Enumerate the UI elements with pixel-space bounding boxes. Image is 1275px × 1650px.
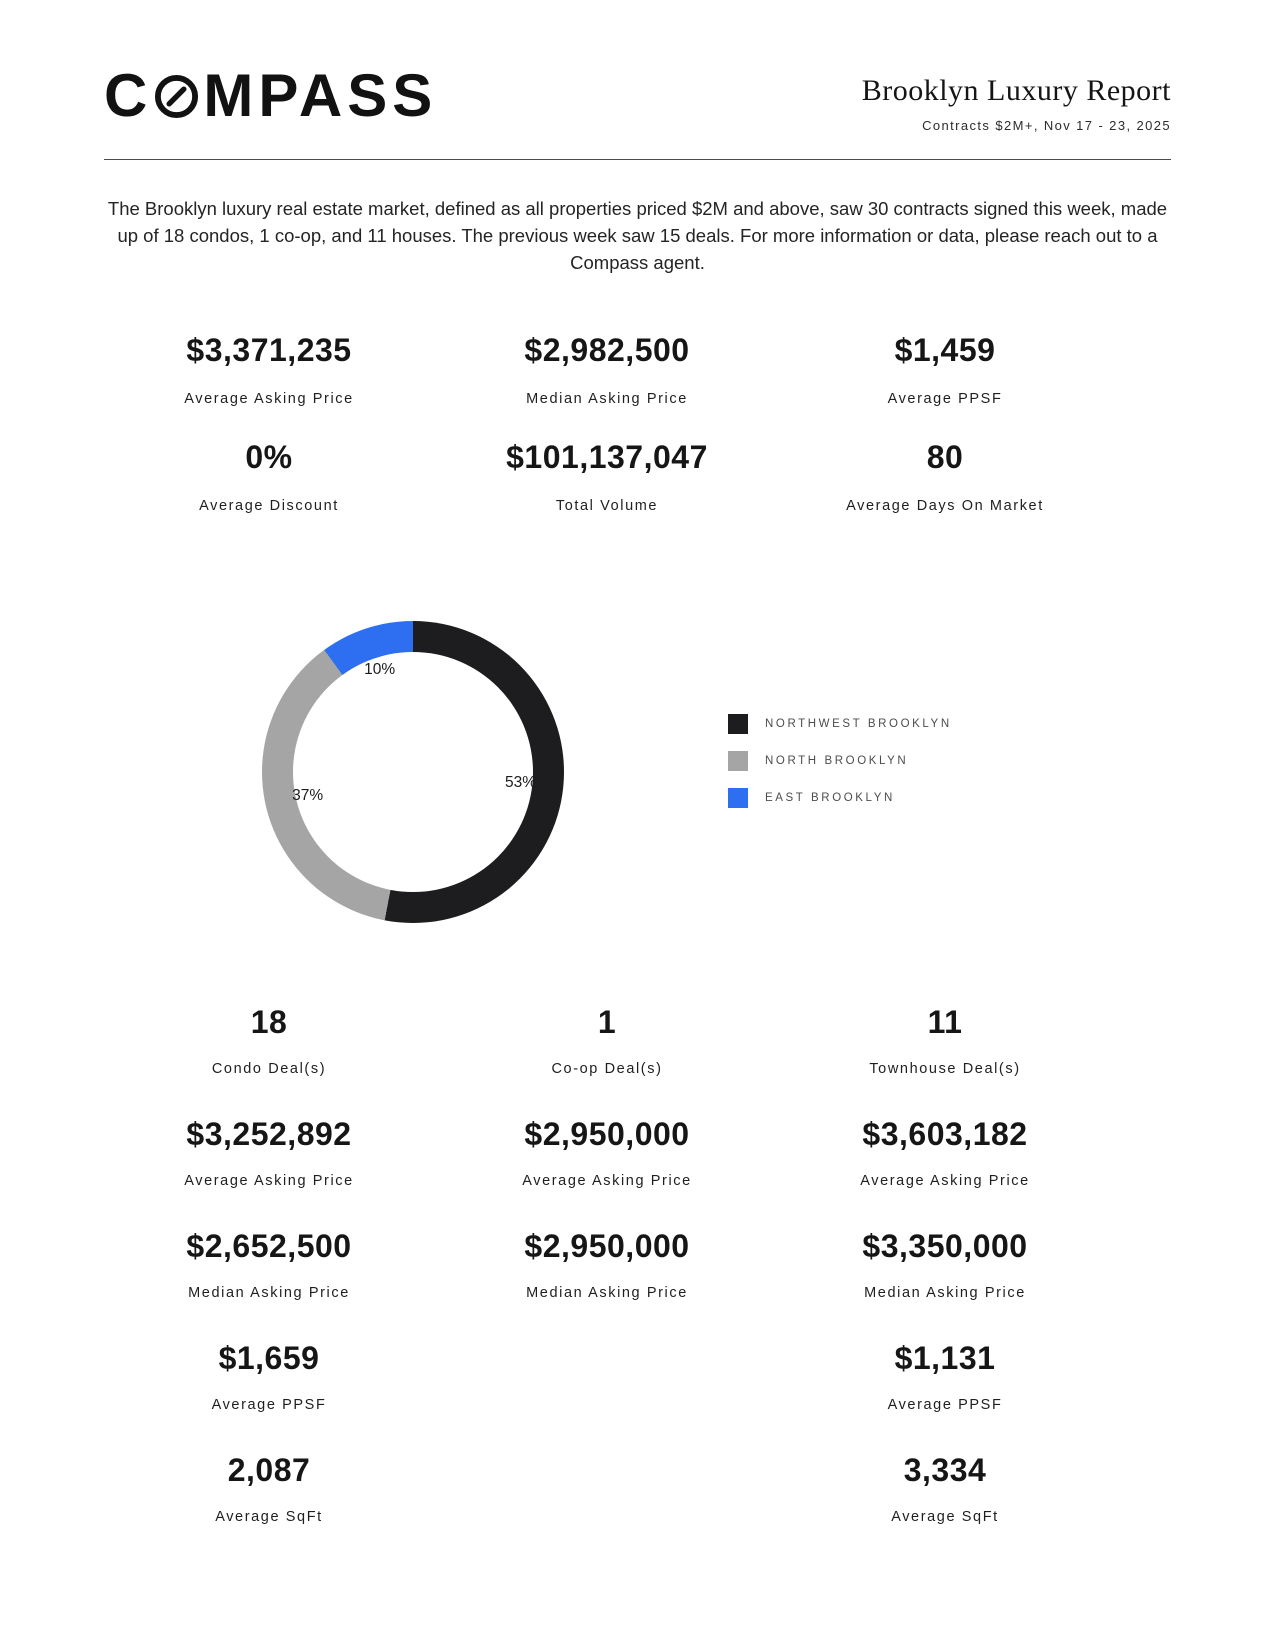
stat-value: 80 [926,439,964,476]
stat-label: Average PPSF [887,1397,1003,1414]
title-block [862,66,1171,133]
legend-item-north-brooklyn [728,751,952,771]
condo-deal-count [100,1006,438,1118]
stat-value: $1,459 [894,332,996,369]
townhouse-average-sqft [776,1454,1114,1566]
stat-label: Average PPSF [887,391,1003,408]
stat-median-asking-price [438,334,776,441]
logo-text-prefix: C [104,62,153,129]
condo-average-sqft [100,1454,438,1566]
donut-hole [293,652,533,892]
coop-empty-cell [438,1454,776,1566]
compass-needle-icon [153,73,200,120]
stat-value: 0% [245,439,293,476]
stat-average-days-on-market [776,441,1114,548]
intro-paragraph: The Brooklyn luxury real estate market, defined as all properties priced $2M and above, saw 30 contracts signed this week, made up of 18 condos, 1 co-op, and 11 houses. The previous week saw 15 deals. For more information or data, please reach out to a Compass agent. [107,198,1168,273]
condo-average-ppsf [100,1342,438,1454]
stat-value: 1 [597,1004,617,1041]
stat-label: Average Asking Price [522,1173,692,1190]
legend-label: NORTHWEST BROOKLYN [765,718,952,731]
logo-text-suffix: MPASS [203,62,438,129]
stat-value: 18 [250,1004,288,1041]
townhouse-average-ppsf [776,1342,1114,1454]
compass-logo [104,62,438,129]
condo-average-asking-price [100,1118,438,1230]
stat-total-volume [438,441,776,548]
donut-slice-label: 10% [364,660,396,678]
coop-deal-count [438,1006,776,1118]
coop-average-asking-price [438,1118,776,1230]
townhouse-median-asking-price [776,1230,1114,1342]
stat-label: Average Asking Price [860,1173,1030,1190]
stat-value: $3,350,000 [862,1228,1028,1265]
legend-swatch [728,788,748,808]
stat-label: Median Asking Price [526,1285,688,1302]
stat-label: Townhouse Deal(s) [869,1061,1021,1078]
stat-average-discount [100,441,438,548]
report-title: Brooklyn Luxury Report [861,74,1171,107]
coop-empty-cell [438,1342,776,1454]
stat-label: Median Asking Price [526,391,688,408]
stat-value: $2,950,000 [524,1228,690,1265]
legend-item-northwest-brooklyn [728,714,952,734]
stat-label: Condo Deal(s) [211,1061,327,1078]
property-type-stats-grid [100,1006,1114,1566]
stat-value: 3,334 [903,1452,987,1489]
donut-chart [262,621,564,923]
summary-stats-grid [100,334,1114,548]
stat-value: $2,982,500 [524,332,690,369]
header [0,0,1275,133]
stat-label: Average Days On Market [846,498,1044,515]
stat-label: Co-op Deal(s) [551,1061,663,1078]
stat-label: Average SqFt [215,1509,323,1526]
stat-label: Average SqFt [891,1509,999,1526]
stat-value: $3,603,182 [862,1116,1028,1153]
legend-label: NORTH BROOKLYN [765,755,909,768]
stat-average-asking-price [100,334,438,441]
coop-median-asking-price [438,1230,776,1342]
stat-value: $3,252,892 [186,1116,352,1153]
legend-label: EAST BROOKLYN [765,792,895,805]
report-subtitle: Contracts $2M+, Nov 17 - 23, 2025 [922,118,1171,133]
condo-median-asking-price [100,1230,438,1342]
stat-label: Median Asking Price [188,1285,350,1302]
stat-value: $2,652,500 [186,1228,352,1265]
townhouse-average-asking-price [776,1118,1114,1230]
legend-item-east-brooklyn [728,788,952,808]
stat-value: 2,087 [227,1452,311,1489]
stat-value: $1,131 [894,1340,996,1377]
stat-value: $3,371,235 [186,332,352,369]
stat-label: Average PPSF [211,1397,327,1414]
donut-slice-label: 53% [505,773,537,791]
legend-swatch [728,751,748,771]
townhouse-deal-count [776,1006,1114,1118]
stat-label: Median Asking Price [864,1285,1026,1302]
stat-label: Total Volume [555,498,659,515]
donut-slice-label: 37% [292,786,324,804]
stat-value: $1,659 [218,1340,320,1377]
legend-swatch [728,714,748,734]
stat-label: Average Discount [199,498,339,515]
region-share-chart-section [100,548,1114,948]
stat-average-ppsf [776,334,1114,441]
stat-value: $2,950,000 [524,1116,690,1153]
stat-label: Average Asking Price [184,1173,354,1190]
stat-value: 11 [927,1004,963,1041]
stat-value: $101,137,047 [506,439,708,476]
stat-label: Average Asking Price [184,391,354,408]
chart-legend [728,714,952,808]
header-divider [104,159,1171,160]
